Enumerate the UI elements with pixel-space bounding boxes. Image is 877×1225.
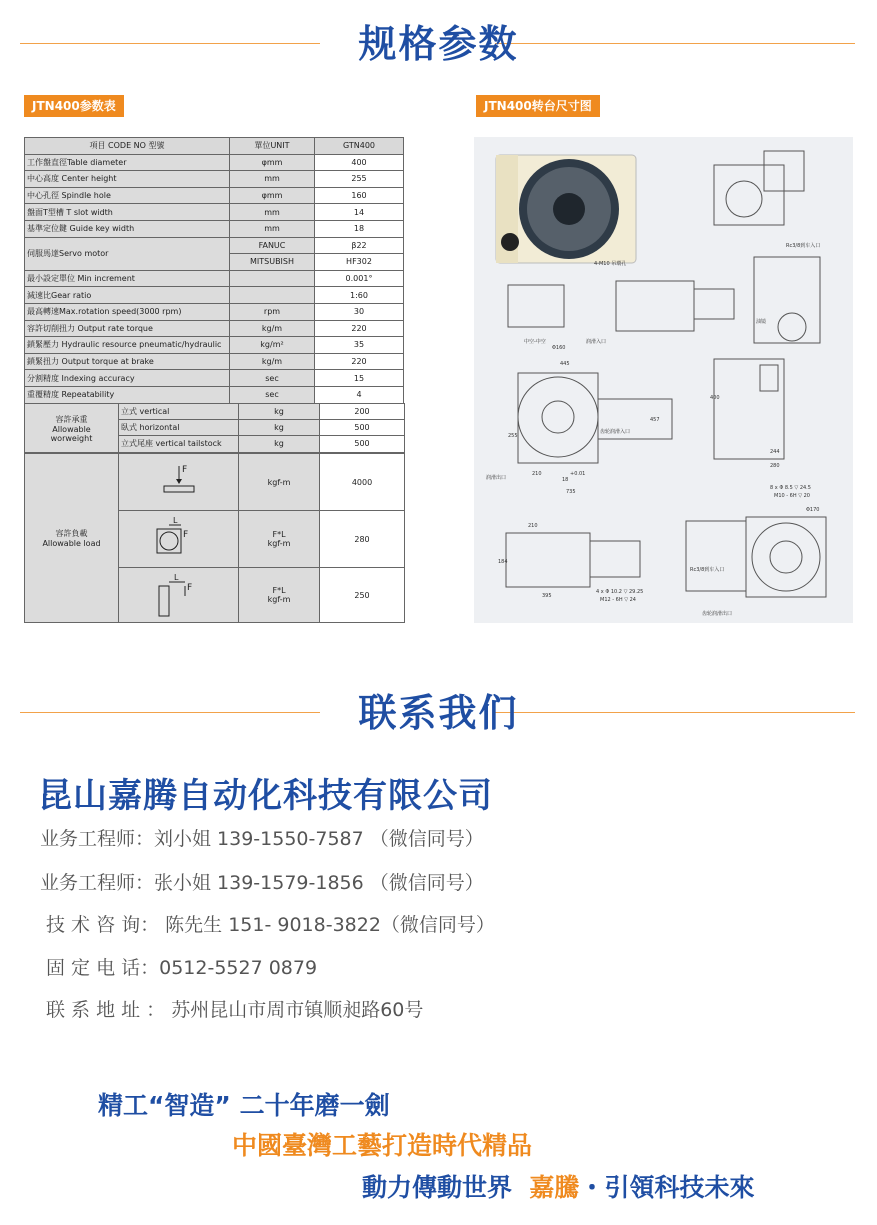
company-name: 昆山嘉腾自动化科技有限公司 — [38, 776, 493, 816]
lube-in-label: 润滑入口 — [586, 339, 607, 345]
row-label: 鎖緊壓力 Hydraulic resource pneumatic/hydraulic — [25, 337, 230, 354]
servo-label: 伺服馬達Servo motor — [25, 237, 230, 270]
row-label: 減速比Gear ratio — [25, 287, 230, 304]
table-row — [25, 353, 404, 370]
row-label: 鎖緊扭力 Output torque at brake — [25, 353, 230, 370]
slogan-3 — [362, 1168, 754, 1204]
load-icon-vertical — [118, 453, 240, 511]
drawing-svg — [474, 137, 853, 623]
servo-value: HF302 — [315, 254, 404, 271]
servo-value: β22 — [315, 237, 404, 254]
servo-brand: MITSUBISH — [230, 254, 315, 271]
spec-table — [24, 137, 404, 404]
holes1b: M10 - 6H ▽ 20 — [774, 493, 810, 499]
load-unit: F*L kgf-m — [238, 567, 320, 623]
m10-label: 4-M10 吊環孔 — [594, 261, 627, 267]
table-header — [25, 138, 404, 155]
row-unit: φmm — [230, 154, 315, 171]
row-unit: mm — [230, 204, 315, 221]
weight-label: 容許承重 Allowable worweight — [24, 403, 119, 453]
gear-out-label: 齿轮润滑出口 — [702, 611, 733, 617]
table-row — [25, 220, 404, 237]
row-unit: kg/m² — [230, 337, 315, 354]
table-row — [25, 370, 404, 387]
row-unit — [230, 287, 315, 304]
contact-line: 业务工程师：张小姐 139-1579-1856 （微信同号） — [40, 872, 484, 894]
table-row — [25, 386, 404, 403]
phi170: Φ170 — [806, 507, 820, 513]
dim18: 18 — [562, 477, 569, 483]
row-value: 30 — [315, 303, 404, 320]
row-label: 分割精度 Indexing accuracy — [25, 370, 230, 387]
drawing-tag: JTN400转台尺寸图 — [476, 95, 600, 117]
weight-type: 立式尾座 vertical tailstock — [118, 435, 240, 453]
load-label: 容許負載 Allowable load — [24, 453, 119, 623]
table-row — [25, 237, 404, 254]
row-unit: sec — [230, 386, 315, 403]
weight-unit: kg — [238, 435, 320, 453]
holes2: 4 x Φ 10.2 ▽ 29.25 — [596, 589, 644, 595]
row-label: 盤面T型槽 T slot width — [25, 204, 230, 221]
row-label: 中心孔徑 Spindle hole — [25, 187, 230, 204]
weight-unit: kg — [238, 419, 320, 437]
table-row — [25, 287, 404, 304]
svg-text:L: L — [173, 516, 178, 525]
table-row — [25, 171, 404, 188]
tol: +0.01 — [570, 471, 586, 477]
table-row — [25, 303, 404, 320]
svg-text:F: F — [187, 583, 193, 593]
row-unit: rpm — [230, 303, 315, 320]
dim255: 255 — [508, 433, 518, 439]
row-label: 基準定位鍵 Guide key width — [25, 220, 230, 237]
row-label: 最小設定單位 Min increment — [25, 270, 230, 287]
holes2b: M12 - 6H ▽ 24 — [600, 597, 636, 603]
slogan-3c: ・引領科技未來 — [579, 1173, 755, 1202]
row-value: 220 — [315, 353, 404, 370]
iso-view — [714, 151, 804, 225]
weight-value: 500 — [319, 419, 405, 437]
row-value: 400 — [315, 154, 404, 171]
row-label: 中心高度 Center height — [25, 171, 230, 188]
slogan-3b: 嘉騰 — [529, 1173, 580, 1202]
dim210: 210 — [532, 471, 542, 477]
weight-unit: kg — [238, 403, 320, 421]
row-label: 容許切削扭力 Output rate torque — [25, 320, 230, 337]
tailstock-load-icon — [119, 568, 239, 622]
bottom-view — [506, 517, 826, 597]
rc38-top-label: Rc3/8到车入口 — [786, 243, 821, 249]
row-unit: kg/m — [230, 320, 315, 337]
row-value: 220 — [315, 320, 404, 337]
phi160: Φ160 — [552, 345, 566, 351]
table-row — [25, 204, 404, 221]
load-icon-horizontal — [118, 510, 240, 568]
row-unit: sec — [230, 370, 315, 387]
weight-value: 200 — [319, 403, 405, 421]
row-value: 14 — [315, 204, 404, 221]
table-row — [25, 337, 404, 354]
spec-title: 规格参数 — [358, 22, 519, 66]
row-value: 1:60 — [315, 287, 404, 304]
dim735: 735 — [566, 489, 576, 495]
row-value: 255 — [315, 171, 404, 188]
row-unit: φmm — [230, 187, 315, 204]
row-unit: kg/m — [230, 353, 315, 370]
lube-out-label: 润滑出口 — [486, 475, 507, 481]
row-value: 18 — [315, 220, 404, 237]
table-row — [25, 270, 404, 287]
gear-lube-label: 齿轮润滑入口 — [600, 429, 631, 435]
dim244: 244 — [770, 449, 780, 455]
slogan-1: 精工“智造” 二十年磨一劍 — [98, 1091, 390, 1120]
dimension-drawing — [474, 137, 853, 623]
slogan-2: 中國臺灣工藝打造時代精品 — [232, 1131, 533, 1160]
svg-text:L: L — [174, 573, 179, 582]
row-value: 4 — [315, 386, 404, 403]
slogan-3a: 動力傳動世界 — [362, 1173, 530, 1202]
table-row — [25, 320, 404, 337]
dim210-b: 210 — [528, 523, 538, 529]
header-item: 項目 CODE NO 型號 — [25, 138, 230, 155]
dim400: 400 — [710, 395, 720, 401]
product-photo — [496, 155, 636, 263]
side-view-left — [508, 257, 820, 343]
contact-line: 技 术 咨 询： 陈先生 151- 9018-3822（微信同号） — [46, 914, 495, 936]
row-value: 15 — [315, 370, 404, 387]
row-label: 工作盤直徑Table diameter — [25, 154, 230, 171]
row-value: 160 — [315, 187, 404, 204]
row-value: 0.001° — [315, 270, 404, 287]
spec-heading — [0, 19, 877, 69]
row-label: 重覆精度 Repeatability — [25, 386, 230, 403]
top-view — [518, 359, 784, 463]
load-value: 4000 — [319, 453, 405, 511]
weight-type: 臥式 horizontal — [118, 419, 240, 437]
rc38-bot-label: Rc3/8到车入口 — [690, 567, 725, 573]
load-icon-tailstock — [118, 567, 240, 623]
table-tag: JTN400参数表 — [24, 95, 124, 117]
row-unit — [230, 270, 315, 287]
weight-value: 500 — [319, 435, 405, 453]
dim445: 445 — [560, 361, 570, 367]
row-label: 最高轉速Max.rotation speed(3000 rpm) — [25, 303, 230, 320]
oil-label: 油镜 — [756, 319, 767, 325]
contact-line: 联 系 地 址 ： 苏州昆山市周市镇顺昶路60号 — [46, 999, 424, 1021]
row-unit: mm — [230, 171, 315, 188]
header-unit: 單位UNIT — [230, 138, 315, 155]
contact-line: 固 定 电 话：0512-5527 0879 — [46, 957, 318, 979]
table-row — [25, 187, 404, 204]
load-unit: F*L kgf-m — [238, 510, 320, 568]
dim395: 395 — [542, 593, 552, 599]
dim457: 457 — [650, 417, 660, 423]
holes1: 8 x Φ 8.5 ▽ 24.5 — [770, 485, 811, 491]
table-row — [25, 154, 404, 171]
weight-type: 立式 vertical — [118, 403, 240, 421]
dim280: 280 — [770, 463, 780, 469]
header-model: GTN400 — [315, 138, 404, 155]
center-label: 中空-中空 — [524, 339, 546, 345]
load-unit: kgf-m — [238, 453, 320, 511]
load-value: 280 — [319, 510, 405, 568]
servo-brand: FANUC — [230, 237, 315, 254]
contact-title: 联系我们 — [358, 691, 519, 735]
horizontal-load-icon — [119, 511, 239, 567]
vertical-load-icon — [119, 454, 239, 510]
dim184: 184 — [498, 559, 508, 565]
svg-text:F: F — [183, 530, 189, 540]
contact-heading — [0, 688, 877, 738]
row-value: 35 — [315, 337, 404, 354]
svg-text:F: F — [182, 465, 188, 475]
row-unit: mm — [230, 220, 315, 237]
contact-line: 业务工程师：刘小姐 139-1550-7587 （微信同号） — [40, 828, 484, 850]
load-value: 250 — [319, 567, 405, 623]
